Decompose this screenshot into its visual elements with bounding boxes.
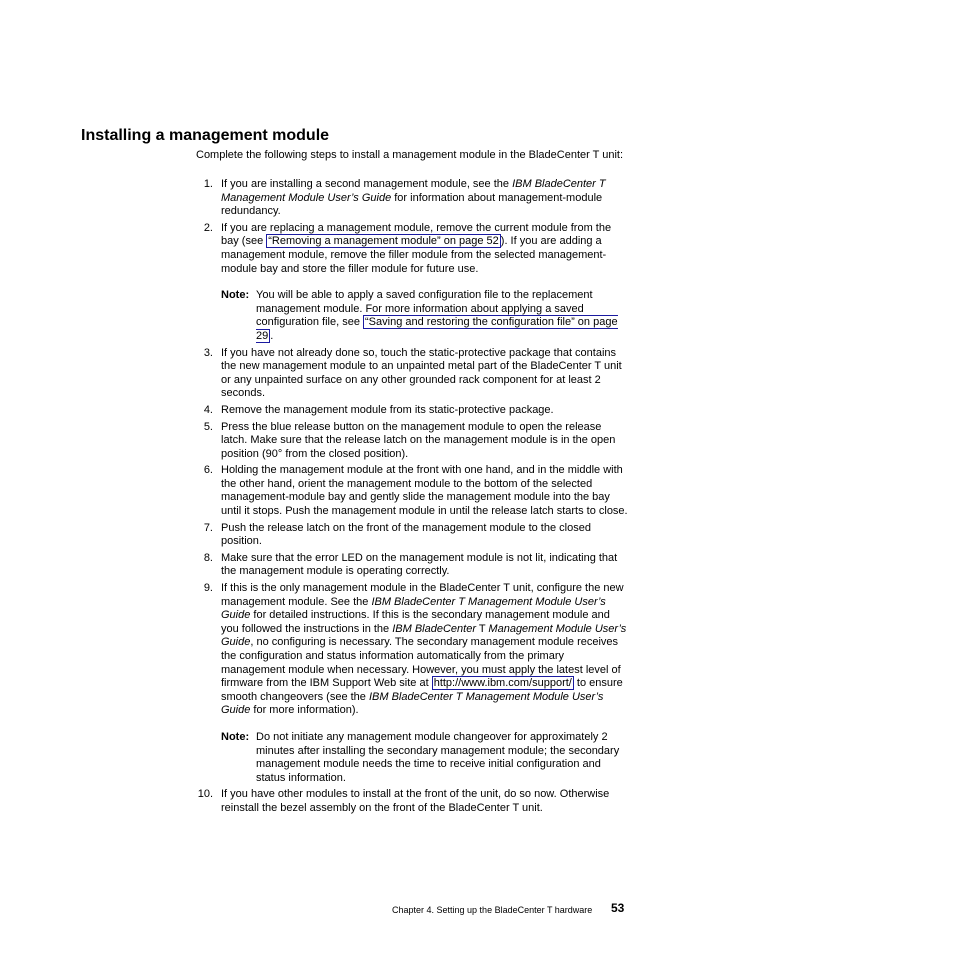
step-text: If you are installing a second management module, see the <box>221 178 513 190</box>
book-title: IBM BladeCenter T Management Module User’s Guide <box>221 178 606 204</box>
note <box>221 731 628 785</box>
step-1 <box>196 178 628 219</box>
step-text: Make sure that the error LED on the management module is not lit, indicating that the management module is operating correctly. <box>221 551 618 578</box>
step-text: Remove the management module from its static-protective package. <box>221 403 554 416</box>
link-removing-management-module[interactable]: “Removing a management module” on page 52 <box>268 235 499 248</box>
footer-chapter: Chapter 4. Setting up the BladeCenter T hardware <box>392 905 593 915</box>
step-5 <box>196 421 628 462</box>
step-text: , no configuring is necessary. The secondary management module receives the configuration and status information automatically from the primary management module when necessary. However, you must apply the latest level of firmware from the IBM Support Web site at <box>221 636 621 690</box>
step-7 <box>196 522 628 549</box>
step-3 <box>196 347 628 401</box>
step-number: 7. <box>203 521 213 534</box>
step-text: If this is the only management module in the BladeCenter T unit, configure the new management module. See the <box>221 582 624 608</box>
step-2 <box>196 222 628 344</box>
step-text: ). If you are adding a management module, remove the filler module from the selected management-module bay and store the filler module for future use. <box>221 235 607 275</box>
note-text: . <box>270 329 274 342</box>
book-title: IBM BladeCenter T Management Module User’s Guide <box>221 690 604 717</box>
section-title: Installing a management module <box>81 127 330 144</box>
note-label: Note: <box>221 730 250 743</box>
step-number: 4. <box>203 403 213 416</box>
step-number: 3. <box>203 346 213 359</box>
step-text: for detailed instructions. If this is the secondary management module and you followed the instructions in the <box>221 609 610 635</box>
step-10 <box>196 788 628 815</box>
link-saving-restoring-config[interactable]: “Saving and restoring the configuration file” on page 29 <box>256 316 618 342</box>
note-text: Do not initiate any management module changeover for approximately 2 minutes after installing the secondary management module; the secondary management module needs the time to receive initial configuration and status information. <box>256 730 620 784</box>
step-number: 2. <box>203 221 213 234</box>
step-8 <box>196 552 628 579</box>
link-ibm-support[interactable]: http://www.ibm.com/support/ <box>433 677 572 690</box>
step-number: 6. <box>203 464 213 477</box>
note-text: You will be able to apply a saved configuration file to the replacement management module. For more information about applying a saved configuration file, see <box>256 289 593 329</box>
step-4 <box>196 404 628 418</box>
step-text: If you have other modules to install at the front of the unit, do so now. Otherwise reinstall the bezel assembly on the front of the BladeCenter T unit. <box>221 788 610 814</box>
book-title: IBM BladeCenter T Management Module User’s Guide <box>221 595 606 622</box>
step-text: for more information). <box>250 704 359 717</box>
step-text: If you have not already done so, touch the static-protective package that contains the new management module to an unpainted metal part of the BladeCenter T unit or any unpainted surface on any other grounded rack component for at least 2 seconds. <box>221 346 622 400</box>
note <box>221 289 628 343</box>
step-number: 9. <box>203 582 213 595</box>
installation-steps <box>196 178 628 819</box>
note-label: Note: <box>221 289 250 302</box>
step-number: 5. <box>203 420 213 433</box>
step-number: 8. <box>203 551 213 564</box>
step-9 <box>196 582 628 785</box>
step-text: If you are replacing a management module, remove the current module from the bay (see <box>221 221 612 248</box>
page-number: 53 <box>611 901 625 915</box>
step-text: Push the release latch on the front of the management module to the closed position. <box>221 521 591 548</box>
book-title: Management Module User’s Guide <box>221 622 627 649</box>
step-text: Press the blue release button on the management module to open the release latch. Make sure that the release latch on the management module is in the open position (90° from the closed position). <box>221 420 616 460</box>
step-text: T <box>475 622 489 635</box>
step-number: 1. <box>203 178 213 190</box>
book-title: IBM BladeCenter <box>392 622 476 635</box>
intro-paragraph: Complete the following steps to install a management module in the BladeCenter T unit: <box>196 149 624 161</box>
step-text: to ensure smooth changeovers (see the <box>221 677 623 703</box>
step-text: for information about management-module redundancy. <box>221 191 603 218</box>
step-number: 10. <box>197 788 213 801</box>
step-text: Holding the management module at the front with one hand, and in the middle with the other hand, orient the management module to the bottom of the selected management-module bay and gently slide the management module into the bay until it stops. Push the management module in until the release latch starts to close. <box>221 464 628 518</box>
step-6 <box>196 464 628 518</box>
